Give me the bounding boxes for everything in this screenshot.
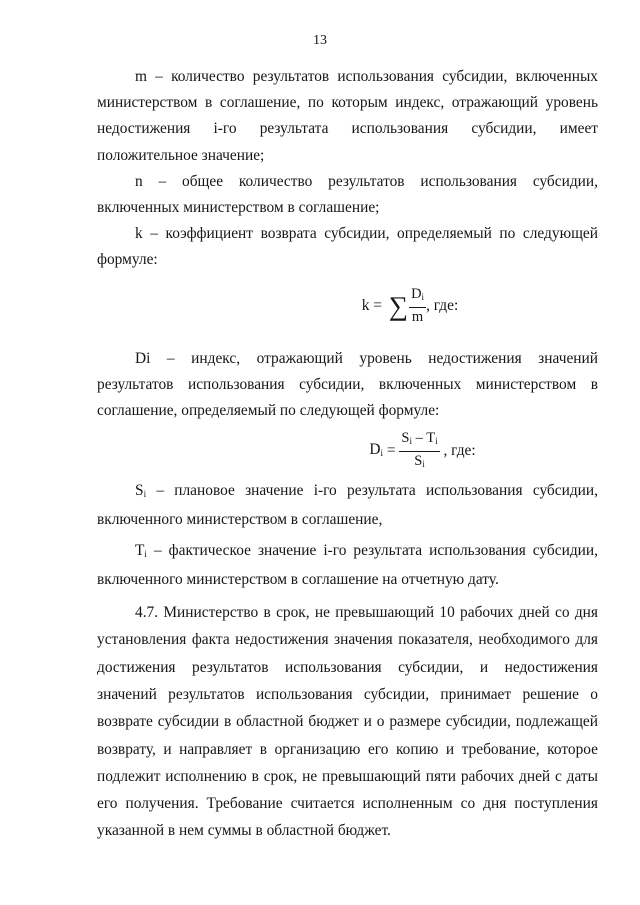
formula-di — [247, 424, 598, 478]
formula-k-fraction — [409, 286, 426, 326]
si-symbol: $S_i$ — [135, 482, 147, 500]
formula-di-fraction — [399, 430, 439, 473]
page-number: 13 — [313, 33, 327, 48]
paragraph-k-definition: k – коэффициент возврата субсидии, определяемый по следующей формуле: — [97, 225, 598, 269]
paragraph-si-definition: $S_i$ – плановое значение i-го результата использования субсидии, включенного министерством в соглашение, — [97, 482, 598, 529]
formula-di-lhs: $D_i$ — [369, 440, 383, 458]
formula-k-numerator: $D_i$ — [409, 286, 426, 308]
formula-di-tail: , где: — [439, 442, 476, 460]
paragraph-m-definition: m – количество результатов использования субсидии, включенных министерством в соглашение, по которым индекс, отражающий уровень недостижения i-го результата использования субсидии, имеет положительное значение; — [97, 68, 598, 164]
formula-di-denominator: $S_i$ — [414, 452, 425, 469]
ti-symbol: $T_i$ — [135, 541, 147, 559]
formula-k — [222, 280, 598, 332]
formula-di-numerator: $S_i - T_i$ — [399, 430, 439, 452]
paragraph-section-4-7: 4.7. Министерство в срок, не превышающий 10 рабочих дней со дня установления факта недостижения значения показателя, необходимого для достижения результатов использования субсидии, и недостижения значений результатов использования субсидии, принимает решение о возврате субсидии в областной бюджет и о размере субсидии, подлежащей возврату, и направляет в организацию его копию и требование, которое подлежит исполнению в срок, не превышающий пяти рабочих дней с даты его получения. Требование считается исполненным со дня поступления указанной в нем суммы в областной бюджет. — [97, 604, 598, 840]
paragraph-n-definition: n – общее количество результатов использования субсидии, включенных министерством в соглашение; — [97, 172, 598, 217]
formula-di-equals: = — [383, 442, 400, 460]
document-body — [97, 64, 598, 845]
sigma-symbol: ∑ — [388, 291, 409, 322]
paragraph-di-definition: Di – индекс, отражающий уровень недостижения значений результатов использования субсидии, включенных министерством в соглашение, определяемый по следующей формуле: — [97, 349, 598, 420]
formula-k-denominator: m — [411, 308, 424, 325]
paragraph-ti-definition: $T_i$ – фактическое значение i-го результата использования субсидии, включенного министерством в соглашение на отчетную дату. — [97, 541, 598, 588]
formula-k-lhs: k = — [361, 296, 386, 314]
formula-k-tail: , где: — [426, 296, 459, 314]
